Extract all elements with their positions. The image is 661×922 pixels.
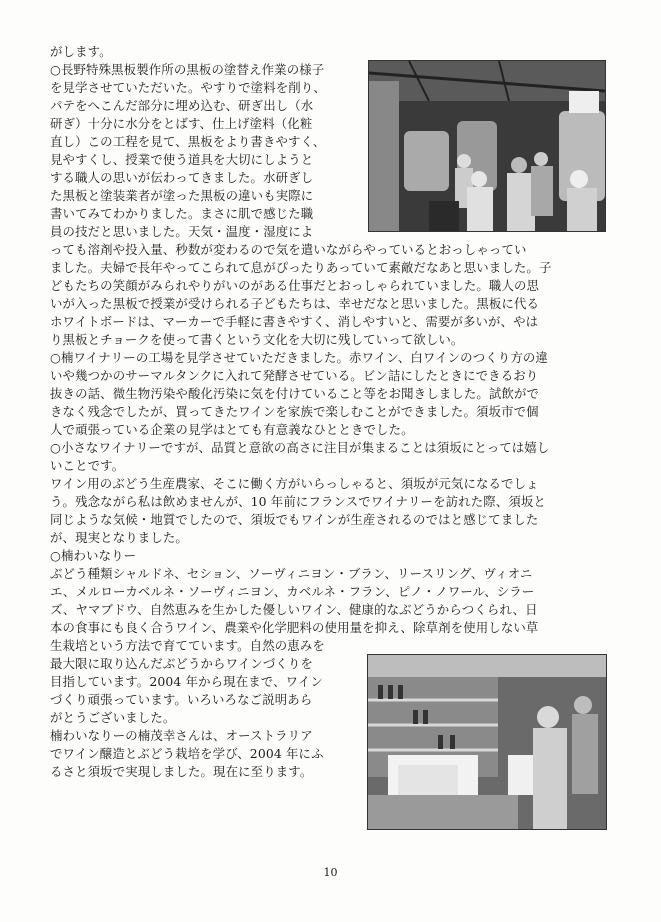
text-line-29: ○楠わいなりー xyxy=(50,548,137,563)
text-line-35: 最大限に取り込んだぶどうからワインづくりを xyxy=(50,656,313,671)
text-line-38: がとうございました。 xyxy=(50,710,176,725)
text-line-25: ワイン用のぶどう生産農家、そこに働く方がいらっしゃると、須坂が元気になるでしょ xyxy=(50,476,539,491)
text-line-7: 見やすくし、授業で使う道具を大切にしようと xyxy=(50,152,314,167)
page-number: 10 xyxy=(323,866,338,879)
text-line-36: 目指しています。2004 年から現在まで、ワイン xyxy=(50,674,323,689)
text-line-10: 書いてみてわかりました。まさに肌で感じた職 xyxy=(50,206,314,221)
text-line-28: が、現実となりました。 xyxy=(50,530,188,545)
text-line-14: どもたちの笑顔がみられやりがいのがある仕事だとおっしゃられていました。職人の思 xyxy=(50,278,540,293)
text-line-40: でワイン醸造とぶどう栽培を学び、2004 年にふ xyxy=(50,746,324,761)
text-line-12: っても溶剤や投入量、秒数が変わるので気を遣いながらやっているとおっしゃってい xyxy=(50,242,527,257)
text-line-39: 楠わいなりーの楠茂幸さんは、オーストラリア xyxy=(50,728,313,743)
text-line-13: ました。夫婦で長年やってこられて息がぴったりあっていて素敵だなあと思いました。子 xyxy=(50,260,552,275)
text-line-11: 員の技だと思いました。天気・温度・湿度によ xyxy=(50,224,314,239)
text-line-9: た黒板と塗装業者が塗った黒板の違いも実際に xyxy=(50,188,314,203)
text-line-15: いが入った黒板で授業が受けられる子どもたちは、幸せだなと思いました。黒板に代る xyxy=(50,296,540,311)
text-line-18: ○楠ワイナリーの工場を見学させていただきました。赤ワイン、白ワインのつくり方の違 xyxy=(50,350,548,365)
text-line-21: きなく残念でしたが、買ってきたワインを家族で楽しむことができました。須坂市で個 xyxy=(50,404,539,419)
text-line-30: ぶどう種類シャルドネ、セション、ソーヴィニヨン・ブラン、リースリング、ヴィオニ xyxy=(50,566,533,581)
text-line-5: 研ぎ）十分に水分をとばす、仕上げ塗料（化粧 xyxy=(50,116,313,131)
winery-shop-photo xyxy=(367,654,607,830)
text-line-26: う。残念ながら私は飲めませんが、10 年前にフランスでワイナリーを訪れた際、須坂と xyxy=(50,494,546,509)
text-line-31: エ、メルローカベルネ・ソーヴィニヨン、カベルネ・フラン、ピノ・ノワール、シラー xyxy=(50,584,535,599)
text-line-2: ○長野特殊黒板製作所の黒板の塗替え作業の様子 xyxy=(50,62,325,77)
text-line-27: 同じような気候・地質でしたので、須坂でもワインが生産されるのではと感じてました xyxy=(50,512,539,527)
text-line-24: いことです。 xyxy=(50,458,125,473)
text-line-19: いや幾つかのサーマルタンクに入れて発酵させている。ビン詰にしたときにできるおり xyxy=(50,368,539,383)
text-line-8: する職人の思いが伝わってきました。水研ぎし xyxy=(50,170,314,185)
text-line-23: ○小さなワイナリーですが、品質と意欲の高さに注目が集まることは須坂にとっては嬉し xyxy=(50,440,550,455)
text-line-20: 抜きの話、微生物汚染や酸化汚染に気を付けていること等をお聞きしました。試飲がで xyxy=(50,386,540,401)
text-line-4: パテをへこんだ部分に埋め込む、研ぎ出し（水 xyxy=(50,98,314,113)
text-line-16: ホワイトボードは、マーカーで手軽に書きやすく、消しやすいと、需要が多いが、やは xyxy=(50,314,539,329)
text-line-33: 本の食事にも良く合うワイン、農業や化学肥料の使用量を抑え、除草剤を使用しない草 xyxy=(50,620,539,635)
text-line-41: るさと須坂で実現しました。現在に至ります。 xyxy=(50,764,313,779)
text-line-37: づくり頑張っています。いろいろなご説明あら xyxy=(50,692,313,707)
text-line-1: がします。 xyxy=(50,44,112,59)
text-line-32: ズ、ヤマブドウ、自然恵みを生かした優しいワイン、健康的なぶどうからつくられ、日 xyxy=(50,602,538,617)
text-line-17: り黒板とチョークを使って書くという文化を大切に残していって欲しい。 xyxy=(50,332,464,347)
text-line-34: 生栽培という方法で育てています。自然の恵みを xyxy=(50,638,325,653)
factory-tour-photo xyxy=(368,60,606,232)
text-line-22: 人で頑張っている企業の見学はとても有意義なひとときでした。 xyxy=(50,422,414,437)
text-line-6: 直し）この工程を見て、黒板をより書きやすく、 xyxy=(50,134,326,149)
text-line-3: を見学させていただいた。やすりで塗料を削り、 xyxy=(50,80,326,95)
